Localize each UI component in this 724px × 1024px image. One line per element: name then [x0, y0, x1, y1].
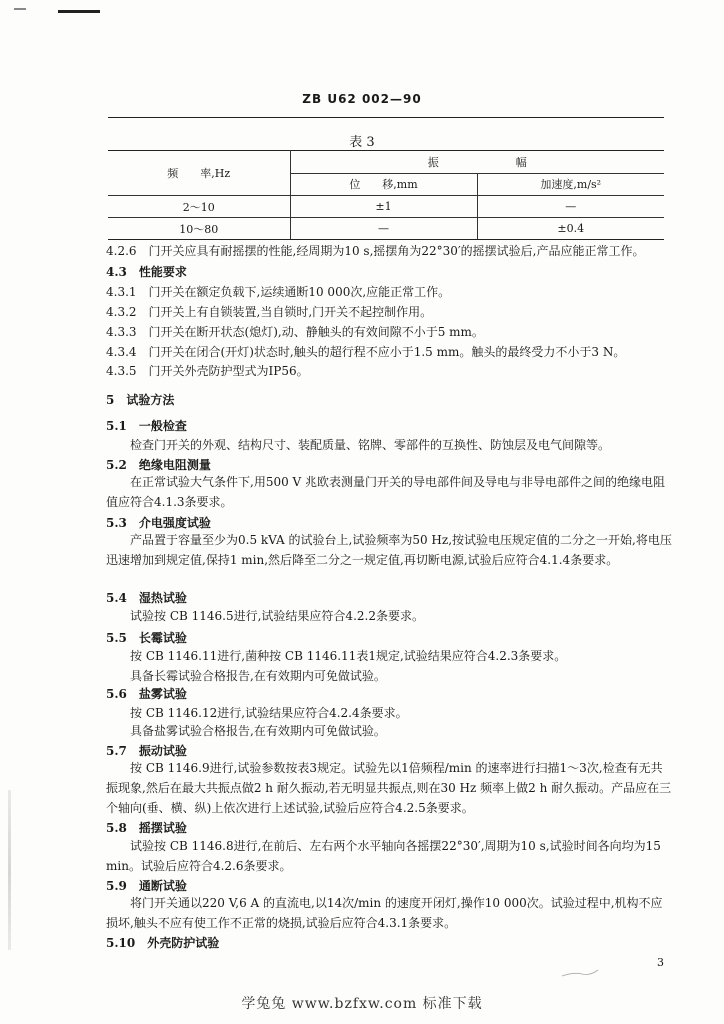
displacement-header: 位 移,mm — [290, 173, 477, 196]
clause-5-5-text: 按 CB 1146.11进行,菌种按 CB 1146.11表1规定,试验结果应符合4.2.3条要求。 — [130, 649, 567, 663]
clause-5-9-body: 将门开关通以220 V,6 A 的直流电,以14次/min 的速度开闭灯,操作10 000次。试验过程中,机构不应损坏,触头不应有使工作不正常的烧损,试验后应符合4.3.1条要求。 — [106, 896, 663, 930]
section-heading-5-5: 5.5 长霉试验 — [106, 631, 187, 645]
section-heading-5-10: 5.10 外壳防护试验 — [106, 936, 220, 950]
clause-5-1-text: 检查门开关的外观、结构尺寸、装配质量、铭牌、零部件的互换性、防蚀层及电气间隙等。 — [130, 438, 611, 452]
clause-4-3-3: 4.3.3 门开关在断开状态(熄灯),动、静触头的有效间隙不小于5 mm。 — [106, 325, 484, 339]
clause-5-3-text — [106, 530, 672, 570]
scan-artifact — [14, 8, 26, 10]
acceleration-header: 加速度,m/s² — [477, 173, 664, 196]
table-cell-accel: — — [477, 196, 664, 218]
section-heading-5-3: 5.3 介电强度试验 — [106, 516, 211, 530]
clause-5-8-body: 试验按 CB 1146.8进行,在前后、左右两个水平轴向各摇摆22°30′,周期为10 s,试验时间各向均为15 min。试验后应符合4.2.6条要求。 — [106, 839, 661, 873]
section-heading-5: 5 试验方法 — [106, 393, 175, 407]
page-number: 3 — [657, 956, 664, 969]
clause-5-7-body: 按 CB 1146.9进行,试验参数按表3规定。试验先以1倍频程/min 的速率进行扫描1～3次,检查有无共振现象,然后在最大共振点做2 h 耐久振动,若无明显共振点,则在30 Hz 频率上做2 h 耐久振动。产品应在三个轴向(垂、横、纵)上依次进行上述试验,试验后应符合4.2.5条要求。 — [106, 761, 672, 815]
document-code: ZB U62 002—90 — [302, 92, 422, 106]
clause-5-2-body: 在正常试验大气条件下,用500 V 兆欧表测量门开关的导电部件间及导电与非导电部件之间的绝缘电阻值应符合4.1.3条要求。 — [106, 475, 666, 509]
scan-edge-shadow — [8, 790, 11, 950]
scan-artifact — [560, 968, 600, 978]
watermark-footer: 学兔兔 www.bzfxw.com 标准下载 — [241, 996, 483, 1012]
vibration-parameter-table — [108, 150, 664, 240]
table-cell-accel: ±0.4 — [477, 218, 664, 240]
amplitude-header: 振 幅 — [290, 151, 664, 174]
section-heading-5-9: 5.9 通断试验 — [106, 879, 187, 893]
clause-5-4-text: 试验按 CB 1146.5进行,试验结果应符合4.2.2条要求。 — [130, 609, 424, 623]
table-cell-disp: — — [290, 218, 477, 240]
clause-5-5-note: 具备长霉试验合格报告,在有效期内可免做试验。 — [130, 669, 386, 683]
table-cell-disp: ±1 — [290, 196, 477, 218]
clause-5-6-note: 具备盐雾试验合格报告,在有效期内可免做试验。 — [130, 724, 386, 738]
clause-4-3-1: 4.3.1 门开关在额定负载下,运续通断10 000次,应能正常工作。 — [106, 285, 451, 299]
clause-4-3-5: 4.3.5 门开关外壳防护型式为IP56。 — [106, 364, 309, 378]
clause-4-2-6: 4.2.6 门开关应具有耐摇摆的性能,经周期为10 s,摇摆角为22°30′的摇摆试验后,产品应能正常工作。 — [106, 244, 645, 258]
section-heading-5-6: 5.6 盐雾试验 — [106, 687, 187, 701]
scan-artifact — [58, 10, 100, 13]
section-heading-5-1: 5.1 一般检查 — [106, 419, 187, 433]
section-heading-5-8: 5.8 摇摆试验 — [106, 821, 187, 835]
clause-5-9-text — [106, 893, 672, 933]
clause-4-3-2: 4.3.2 门开关上有自锁装置,当自锁时,门开关不起控制作用。 — [106, 305, 433, 319]
section-heading-5-2: 5.2 绝缘电阻测量 — [106, 458, 211, 472]
table-cell-freq: 10～80 — [108, 218, 290, 240]
clause-5-7-text — [106, 758, 672, 818]
table-cell-freq: 2～10 — [108, 196, 290, 218]
clause-5-3-body: 产品置于容量至少为0.5 kVA 的试验台上,试验频率为50 Hz,按试验电压规定值的二分之一开始,将电压迅速增加到规定值,保持1 min,然后降至二分之一规定值,再切断电源,试验后应符合4.1.4条要求。 — [106, 533, 672, 567]
frequency-header: 频 率,Hz — [108, 151, 290, 196]
clause-5-6-text: 按 CB 1146.12进行,试验结果应符合4.2.4条要求。 — [130, 706, 408, 720]
clause-4-3-4: 4.3.4 门开关在闭合(开灯)状态时,触头的超行程不应小于1.5 mm。触头的最终受力不小于3 N。 — [106, 345, 626, 359]
clause-5-8-text — [106, 836, 672, 876]
clause-5-2-text — [106, 472, 672, 512]
section-heading-5-7: 5.7 振动试验 — [106, 744, 187, 758]
header-rule — [108, 117, 664, 118]
table-title: 表 3 — [349, 135, 375, 150]
section-heading-4-3: 4.3 性能要求 — [106, 265, 187, 279]
section-heading-5-4: 5.4 湿热试验 — [106, 591, 187, 605]
